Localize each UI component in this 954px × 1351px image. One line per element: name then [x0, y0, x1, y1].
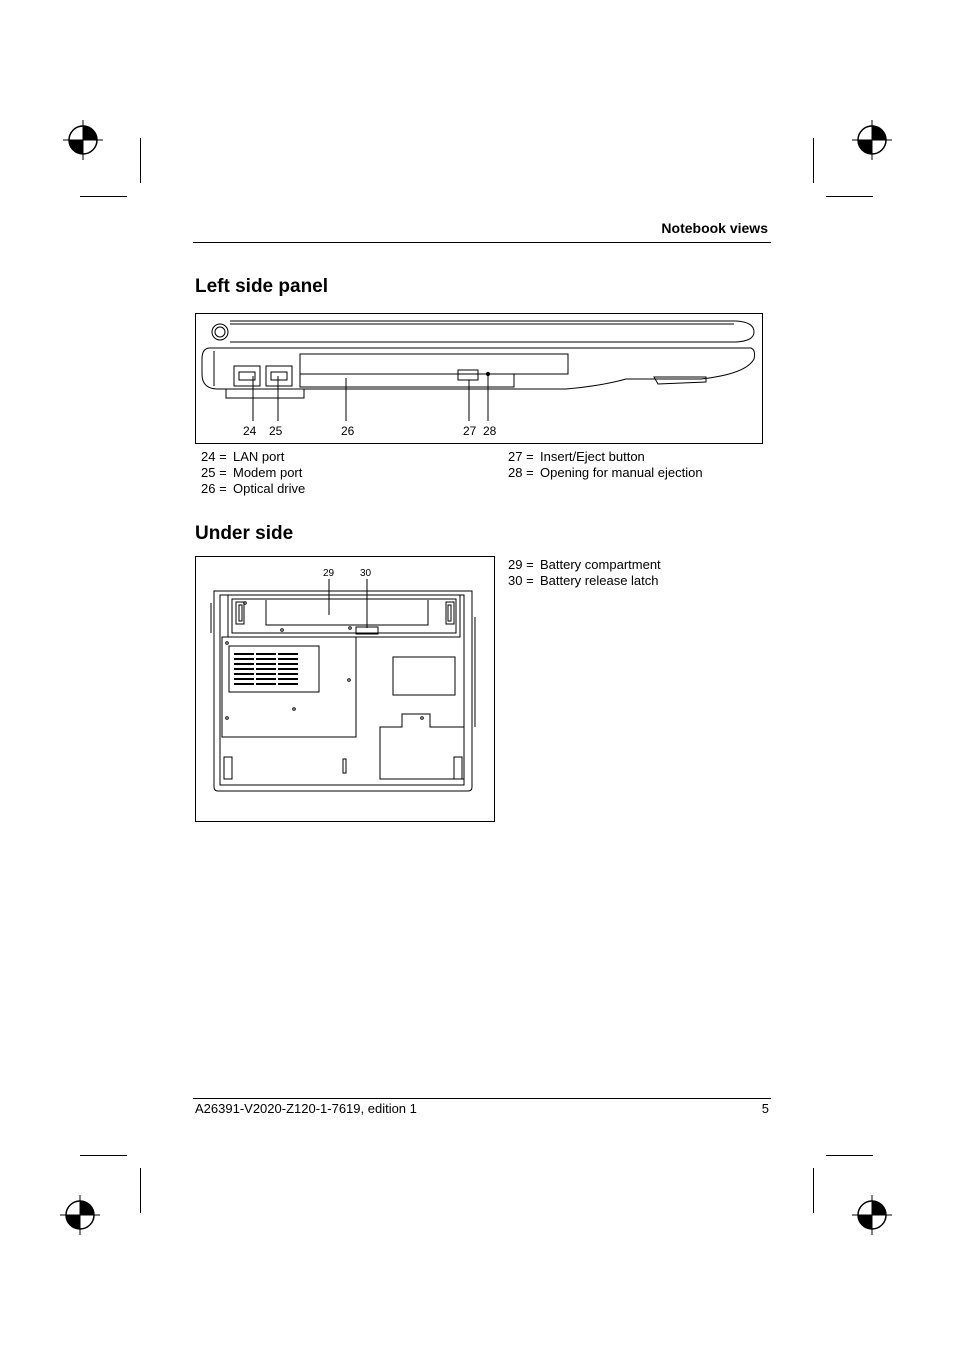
section-heading-under-side: Under side — [195, 523, 294, 544]
crop-mark — [826, 1155, 873, 1156]
legend-item: 26 = Optical drive — [201, 481, 306, 496]
legend-item: 24 = LAN port — [201, 449, 285, 464]
crop-mark — [813, 138, 814, 183]
callout-26: 26 — [341, 424, 355, 438]
legend-left-col2 — [508, 449, 703, 481]
callout-24: 24 — [243, 424, 257, 438]
left-side-panel-figure — [195, 313, 763, 444]
callout-29: 29 — [323, 568, 335, 579]
crop-mark — [80, 1155, 127, 1156]
running-header: Notebook views — [661, 220, 768, 236]
crop-mark — [140, 1168, 141, 1213]
under-side-figure — [195, 556, 495, 822]
header-rule — [193, 242, 771, 243]
legend-under-side — [508, 557, 661, 589]
callout-30: 30 — [360, 568, 372, 579]
page-number: 5 — [761, 1101, 769, 1116]
crop-mark — [80, 196, 127, 197]
legend-item: 25 = Modem port — [201, 465, 303, 480]
crop-mark — [140, 138, 141, 183]
callout-28: 28 — [483, 424, 497, 438]
footer-rule — [193, 1098, 771, 1099]
crop-mark — [826, 196, 873, 197]
section-heading-left-side: Left side panel — [195, 276, 329, 297]
legend-item: 28 = Opening for manual ejection — [508, 465, 703, 480]
callout-27: 27 — [463, 424, 477, 438]
crop-mark — [813, 1168, 814, 1213]
footer-doc-id: A26391-V2020-Z120-1-7619, edition 1 — [195, 1101, 417, 1116]
registration-mark-top-right — [852, 120, 892, 160]
callout-25: 25 — [269, 424, 283, 438]
registration-mark-top-left — [63, 120, 103, 160]
legend-item: 27 = Insert/Eject button — [508, 449, 645, 464]
legend-left-col1 — [201, 449, 305, 497]
registration-mark-bottom-left — [60, 1195, 100, 1235]
legend-item: 29 = Battery compartment — [508, 557, 661, 572]
registration-mark-bottom-right — [852, 1195, 892, 1235]
legend-item: 30 = Battery release latch — [508, 573, 659, 588]
